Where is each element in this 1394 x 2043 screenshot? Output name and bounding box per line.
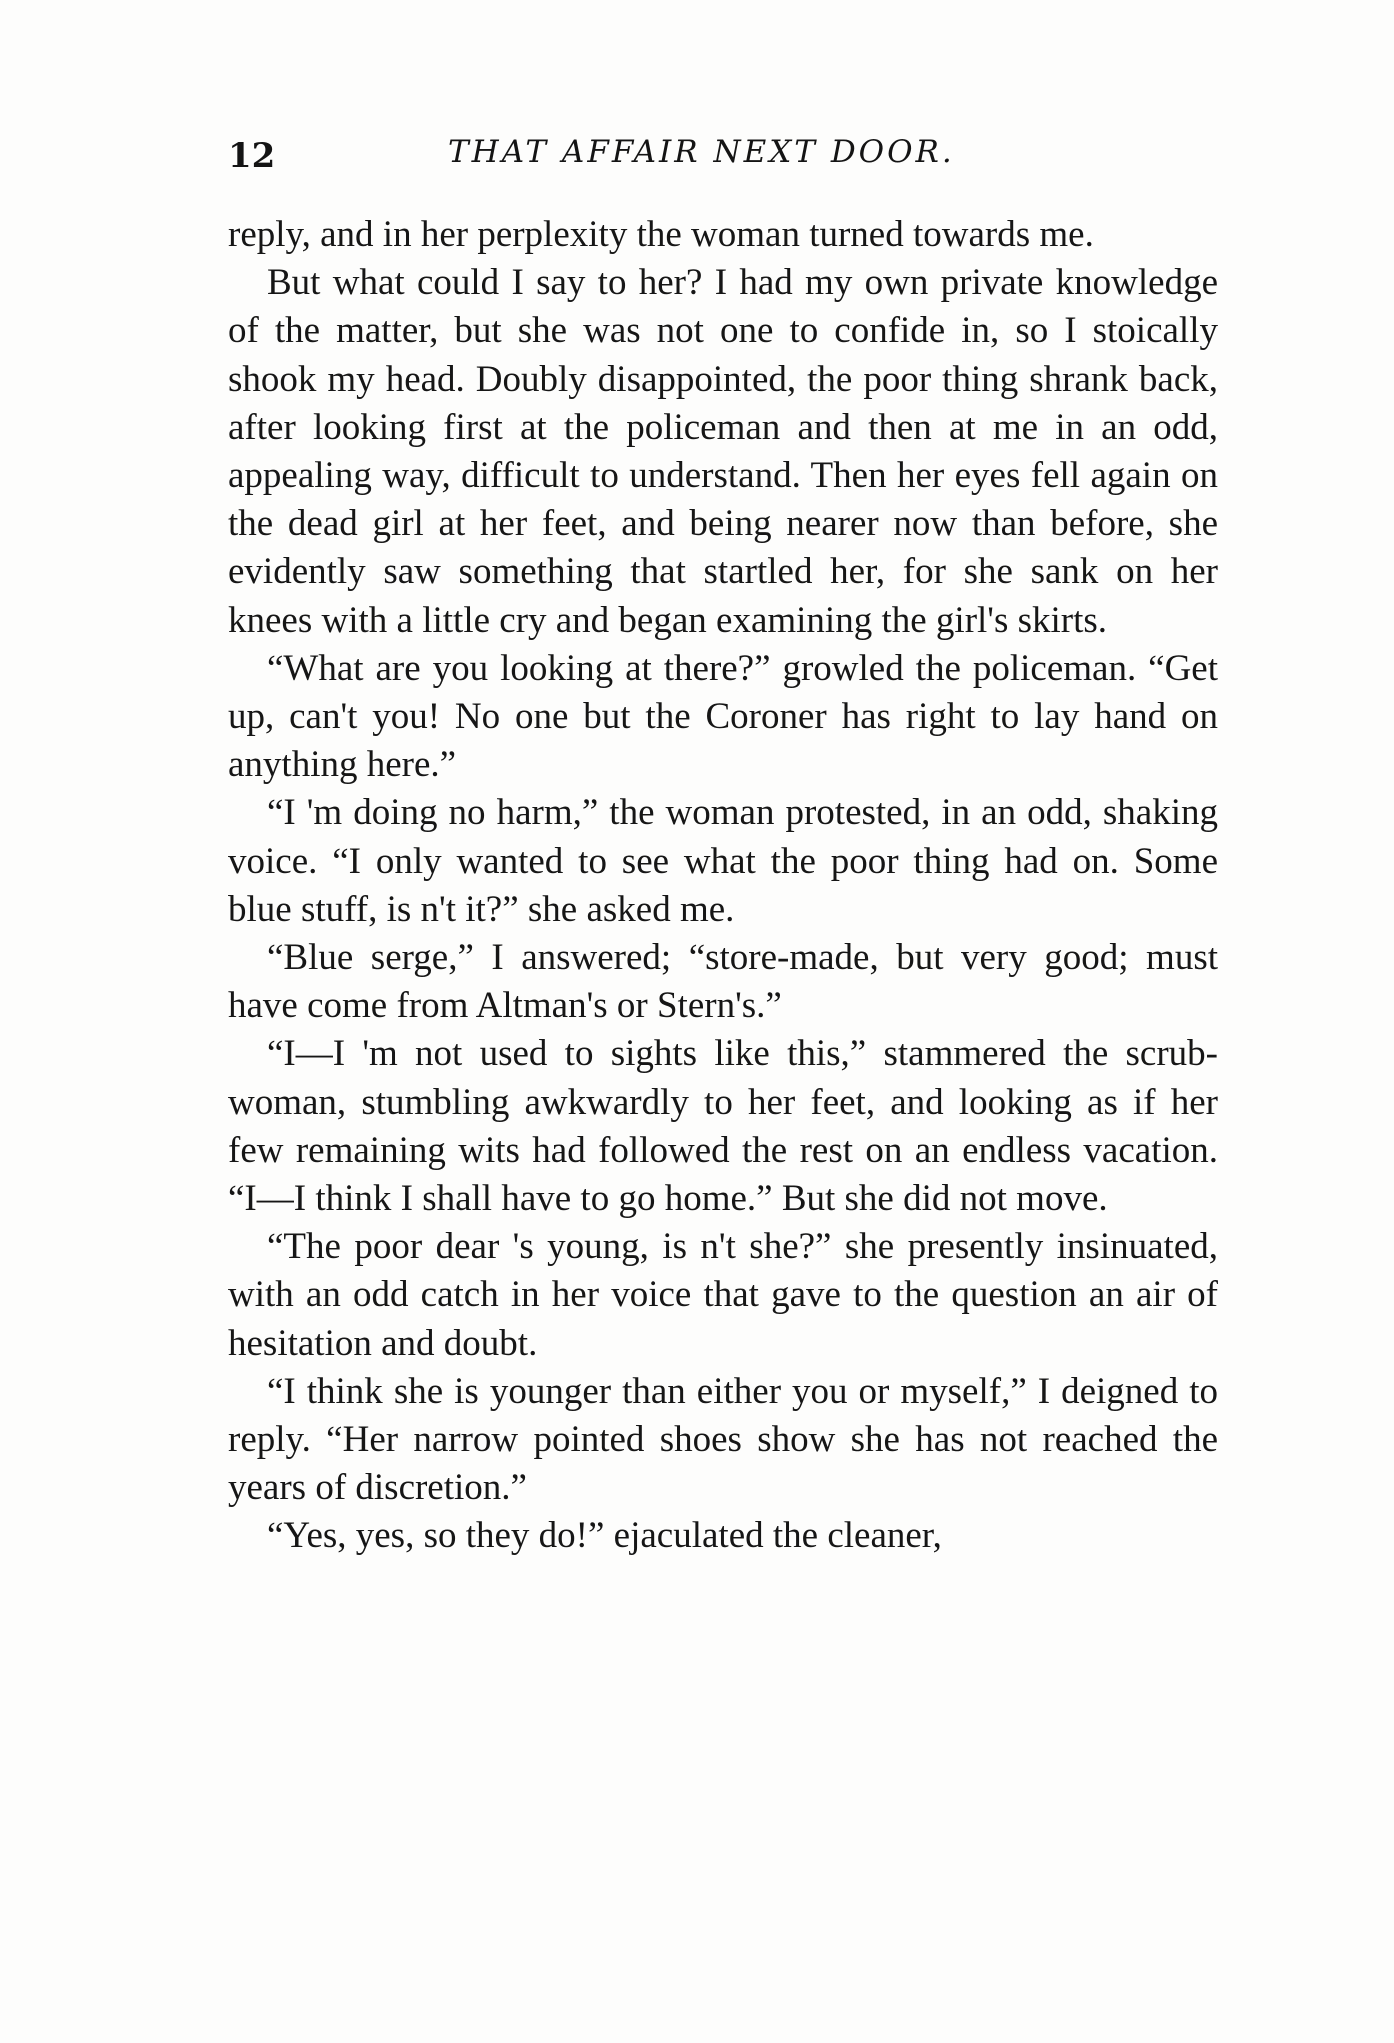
body-text — [228, 211, 1218, 1561]
paragraph: “Blue serge,” I answered; “store-made, but very good; must have come from Altman's or Stern's.” — [228, 937, 1218, 1027]
paragraph: reply, and in her perplexity the woman turned towards me. — [228, 214, 1094, 255]
paragraph: “Yes, yes, so they do!” ejaculated the cleaner, — [267, 1515, 942, 1557]
page-number: 12 — [228, 136, 276, 176]
paragraph: “What are you looking at there?” growled the policeman. “Get up, can't you! No one but the Coroner has right to lay hand on anything here.” — [228, 647, 1218, 786]
paragraph: But what could I say to her? I had my own private knowledge of the matter, but she was not one to confide in, so I stoically shook my head. Doubly disappointed, the poor thing shrank back, after looking first at the policeman and then at me in an odd, appealing way, difficult to understand. Then her eyes fell again on the dead girl at her feet, and being nearer now than before, she evidently saw something that startled her, for she sank on her knees with a little cry and began examining the girl's skirts. — [228, 262, 1218, 641]
page-header — [228, 132, 1220, 192]
paragraph: “I—I 'm not used to sights like this,” stammered the scrub-woman, stumbling awkwardly to her feet, and looking as if her few remaining wits had followed the rest on an endless vacation. “I—I think I shall have to go home.” But she did not move. — [228, 1033, 1218, 1220]
paragraph: “I think she is younger than either you or myself,” I deigned to reply. “Her narrow pointed shoes show she has not reached the years of discretion.” — [228, 1370, 1218, 1509]
paragraph: “I 'm doing no harm,” the woman protested, in an odd, shaking voice. “I only wanted to see what the poor thing had on. Some blue stuff, is n't it?” she asked me. — [228, 792, 1218, 930]
paragraph: “The poor dear 's young, is n't she?” she presently insinuated, with an odd catch in her voice that gave to the question an air of hesitation and doubt. — [228, 1226, 1218, 1364]
running-title: THAT AFFAIR NEXT DOOR. — [448, 134, 955, 170]
